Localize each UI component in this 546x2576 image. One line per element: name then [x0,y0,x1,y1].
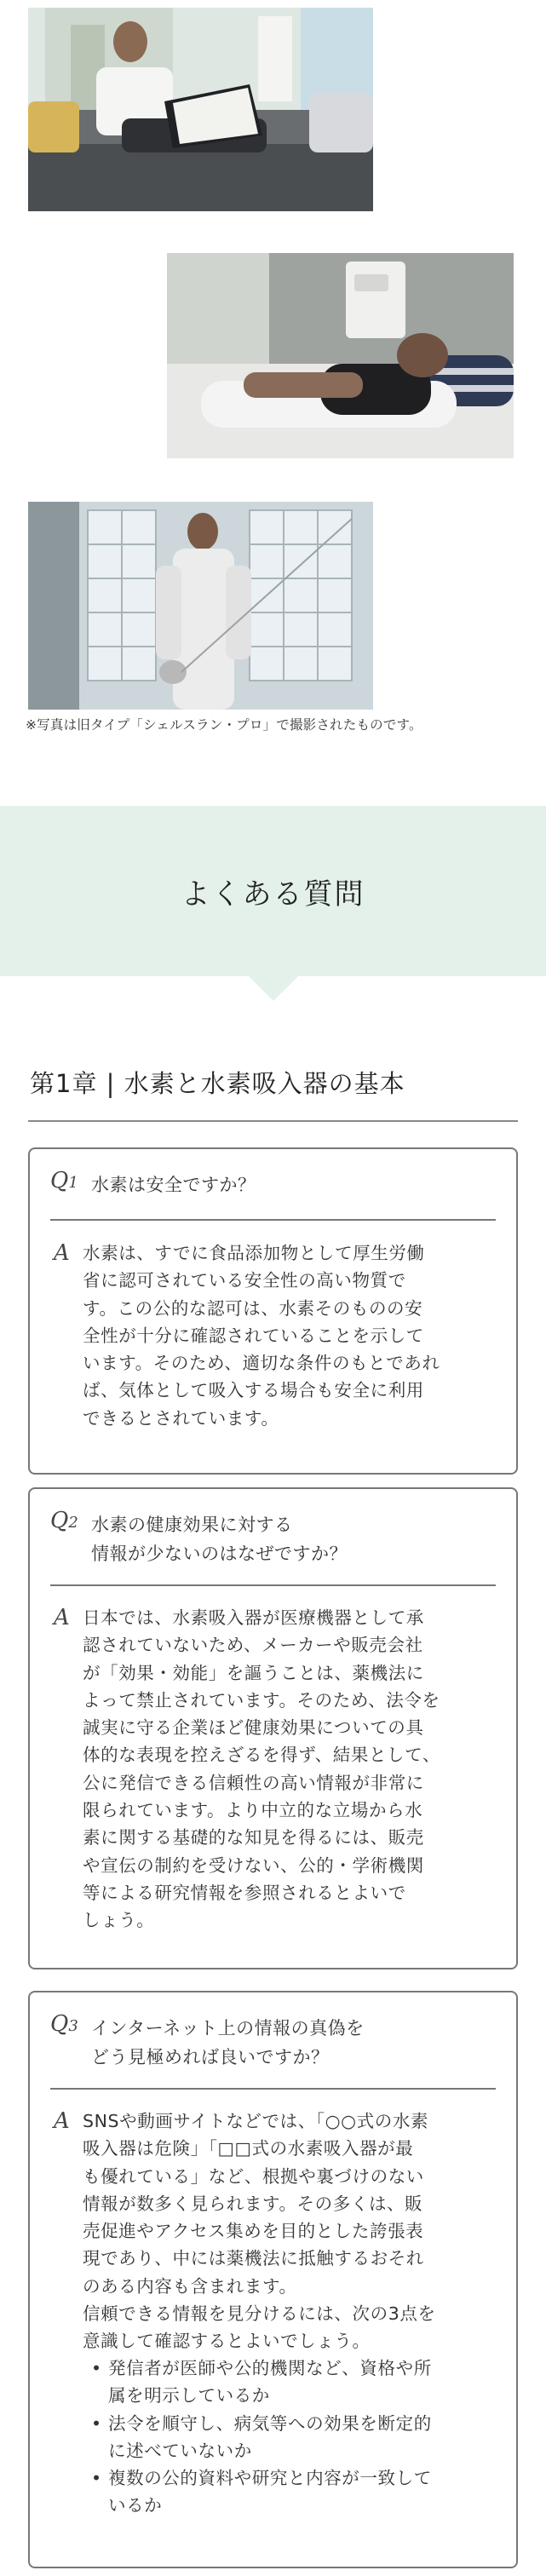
photo-man-reading [28,8,373,211]
question-text: インターネット上の情報の真偽を どう見極めれば良いですか？ [91,2018,365,2067]
faq-banner [0,806,546,976]
question-row [50,1168,496,1202]
faq-banner-arrow [248,975,299,1001]
answer-text: SNSや動画サイトなどでは、「○○式の水素 吸入器は危険」「□□式の水素吸入器が最 も優れている」など、根拠や裏づけのない 情報が数多く見られます。その多くは、販 売促進やアクセス集めを目的とした誇張表 現であり、中には薬機法に抵触するおそれ のある内容も含まれます。 信頼できる情報を見分けるには、次の3点を 意識して確認するとよいでしょう。 [83,2111,436,2352]
bullet-icon: • [91,2412,102,2434]
answer-mark: A [54,2108,70,2134]
question-text: 水素の健康効果に対する 情報が少ないのはなぜですか？ [91,1515,348,1564]
question-number: Q3 [50,2011,78,2037]
faq-item-2 [28,1487,518,1969]
faq-item-1 [28,1147,518,1475]
list-item [83,2410,483,2465]
photo-caption: ※写真は旧タイプ「シェルスラン・プロ」で撮影されたものです。 [26,717,422,733]
list-item-text: 法令を順守し、病気等への効果を断定的 に述べていないか [108,2412,432,2461]
faq-title: よくある質問 [181,877,365,911]
bullet-icon: • [91,2358,102,2378]
answer-text: 日本では、水素吸入器が医療機器として承 認されていないため、メーカーや販売会社 が「効果・効能」を謳うことは、薬機法に よって禁止されています。そのため、法令を 誠実に守る企業ほど健康効果についての具 体的な表現を控えざるを得ず、結果として、 公に発信できる信頼性の高い情報が非常に 限られています。より中立的な立場から水 素に関する基礎的な知見を得るには、販売 や宣伝の制約を受けない、公的・学術機関 等による研究情報を参照されるとよいで しょう。 [83,1607,440,1931]
chapter-divider [28,1120,518,1122]
answer-text: 水素は、すでに食品添加物として厚生労働 省に認可されている安全性の高い物質で す。この公的な認可は、水素そのものの安 全性が十分に確認されていることを示して います。そのため、適切な条件のもとであれ ば、気体として吸入する場合も安全に利用 できるとされています。 [83,1243,440,1429]
question-row [50,2011,496,2071]
answer-mark: A [54,1240,70,1266]
list-item [83,2355,483,2410]
answer-mark: A [54,1605,70,1630]
list-item-text: 発信者が医師や公的機関など、資格や所 属を明示しているか [108,2358,432,2406]
faq-item-3 [28,1991,518,2568]
list-item-text: 複数の公的資料や研究と内容が一致して いるか [108,2468,432,2516]
chapter-title: 第1章 | 水素と水素吸入器の基本 [30,1069,405,1098]
qa-divider [50,2088,496,2090]
question-text: 水素は安全ですか？ [91,1175,256,1195]
question-number: Q1 [50,1168,78,1193]
photo-man-sleeping [167,253,514,458]
list-item [83,2464,483,2520]
photo-fencer [28,502,373,710]
answer-checklist [83,2355,483,2520]
question-row [50,1508,496,1567]
qa-divider [50,1584,496,1586]
qa-divider [50,1219,496,1221]
bullet-icon: • [91,2468,102,2489]
question-number: Q2 [50,1508,78,1533]
